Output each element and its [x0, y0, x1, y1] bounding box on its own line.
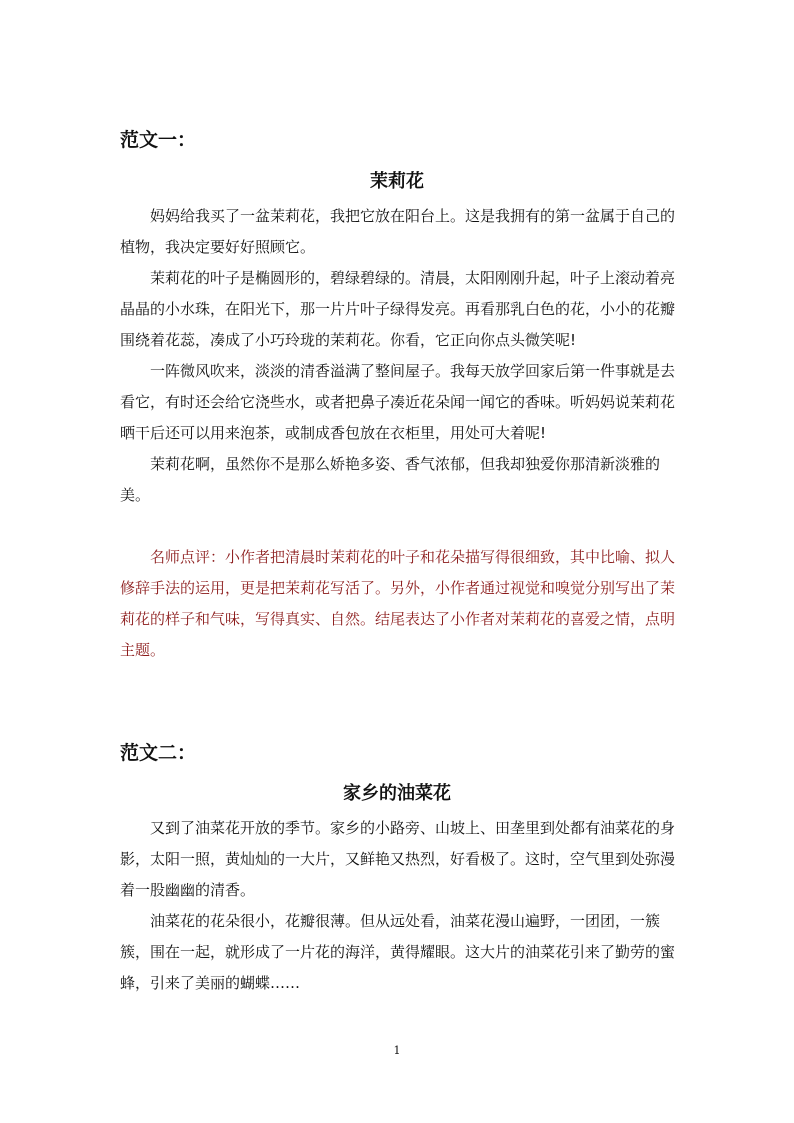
essay1-paragraph-1: 妈妈给我买了一盆茉莉花，我把它放在阳台上。这是我拥有的第一盆属于自己的植物，我决定要好好照顾它。: [120, 207, 676, 256]
teacher-comment: 名师点评：小作者把清晨时茉莉花的叶子和花朵描写得很细致，其中比喻、拟人修辞手法的运用，更是把茉莉花写活了。另外，小作者通过视觉和嗅觉分别写出了茉莉花的样子和气味，写得真实、自然。结尾表达了小作者对茉莉花的喜爱之情，点明主题。: [120, 548, 676, 659]
essay-title-2: 家乡的油菜花: [343, 783, 451, 804]
section-heading-2: 范文二：: [120, 742, 197, 764]
essay1-paragraph-3: 一阵微风吹来，淡淡的清香溢满了整间屋子。我每天放学回家后第一件事就是去看它，有时还会给它浇些水，或者把鼻子凑近花朵闻一闻它的香味。听妈妈说茉莉花晒干后还可以用来泡茶，或制成香包放在衣柜里，用处可大着呢!: [120, 362, 676, 442]
essay2-paragraph-2: 油菜花的花朵很小，花瓣很薄。但从远处看，油菜花漫山遍野，一团团，一簇簇，围在一起，就形成了一片花的海洋，黄得耀眼。这大片的油菜花引来了勤劳的蜜蜂，引来了美丽的蝴蝶……: [120, 912, 676, 992]
page-number: 1: [393, 1044, 401, 1057]
section-heading-1: 范文一：: [120, 129, 197, 151]
essay2-paragraph-1: 又到了油菜花开放的季节。家乡的小路旁、山坡上、田垄里到处都有油菜花的身影，太阳一照，黄灿灿的一大片，又鲜艳又热烈，好看极了。这时，空气里到处弥漫着一股幽幽的清香。: [120, 819, 676, 899]
essay1-paragraph-4: 茉莉花啊，虽然你不是那么娇艳多姿、香气浓郁，但我却独爱你那清新淡雅的美。: [120, 455, 661, 504]
essay-title-1: 茉莉花: [370, 171, 424, 192]
essay1-paragraph-2: 茉莉花的叶子是椭圆形的，碧绿碧绿的。清晨，太阳刚刚升起，叶子上滚动着亮晶晶的小水珠，在阳光下，那一片片叶子绿得发亮。再看那乳白色的花，小小的花瓣围绕着花蕊，凑成了小巧玲珑的茉莉花。你看，它正向你点头微笑呢!: [120, 269, 676, 349]
